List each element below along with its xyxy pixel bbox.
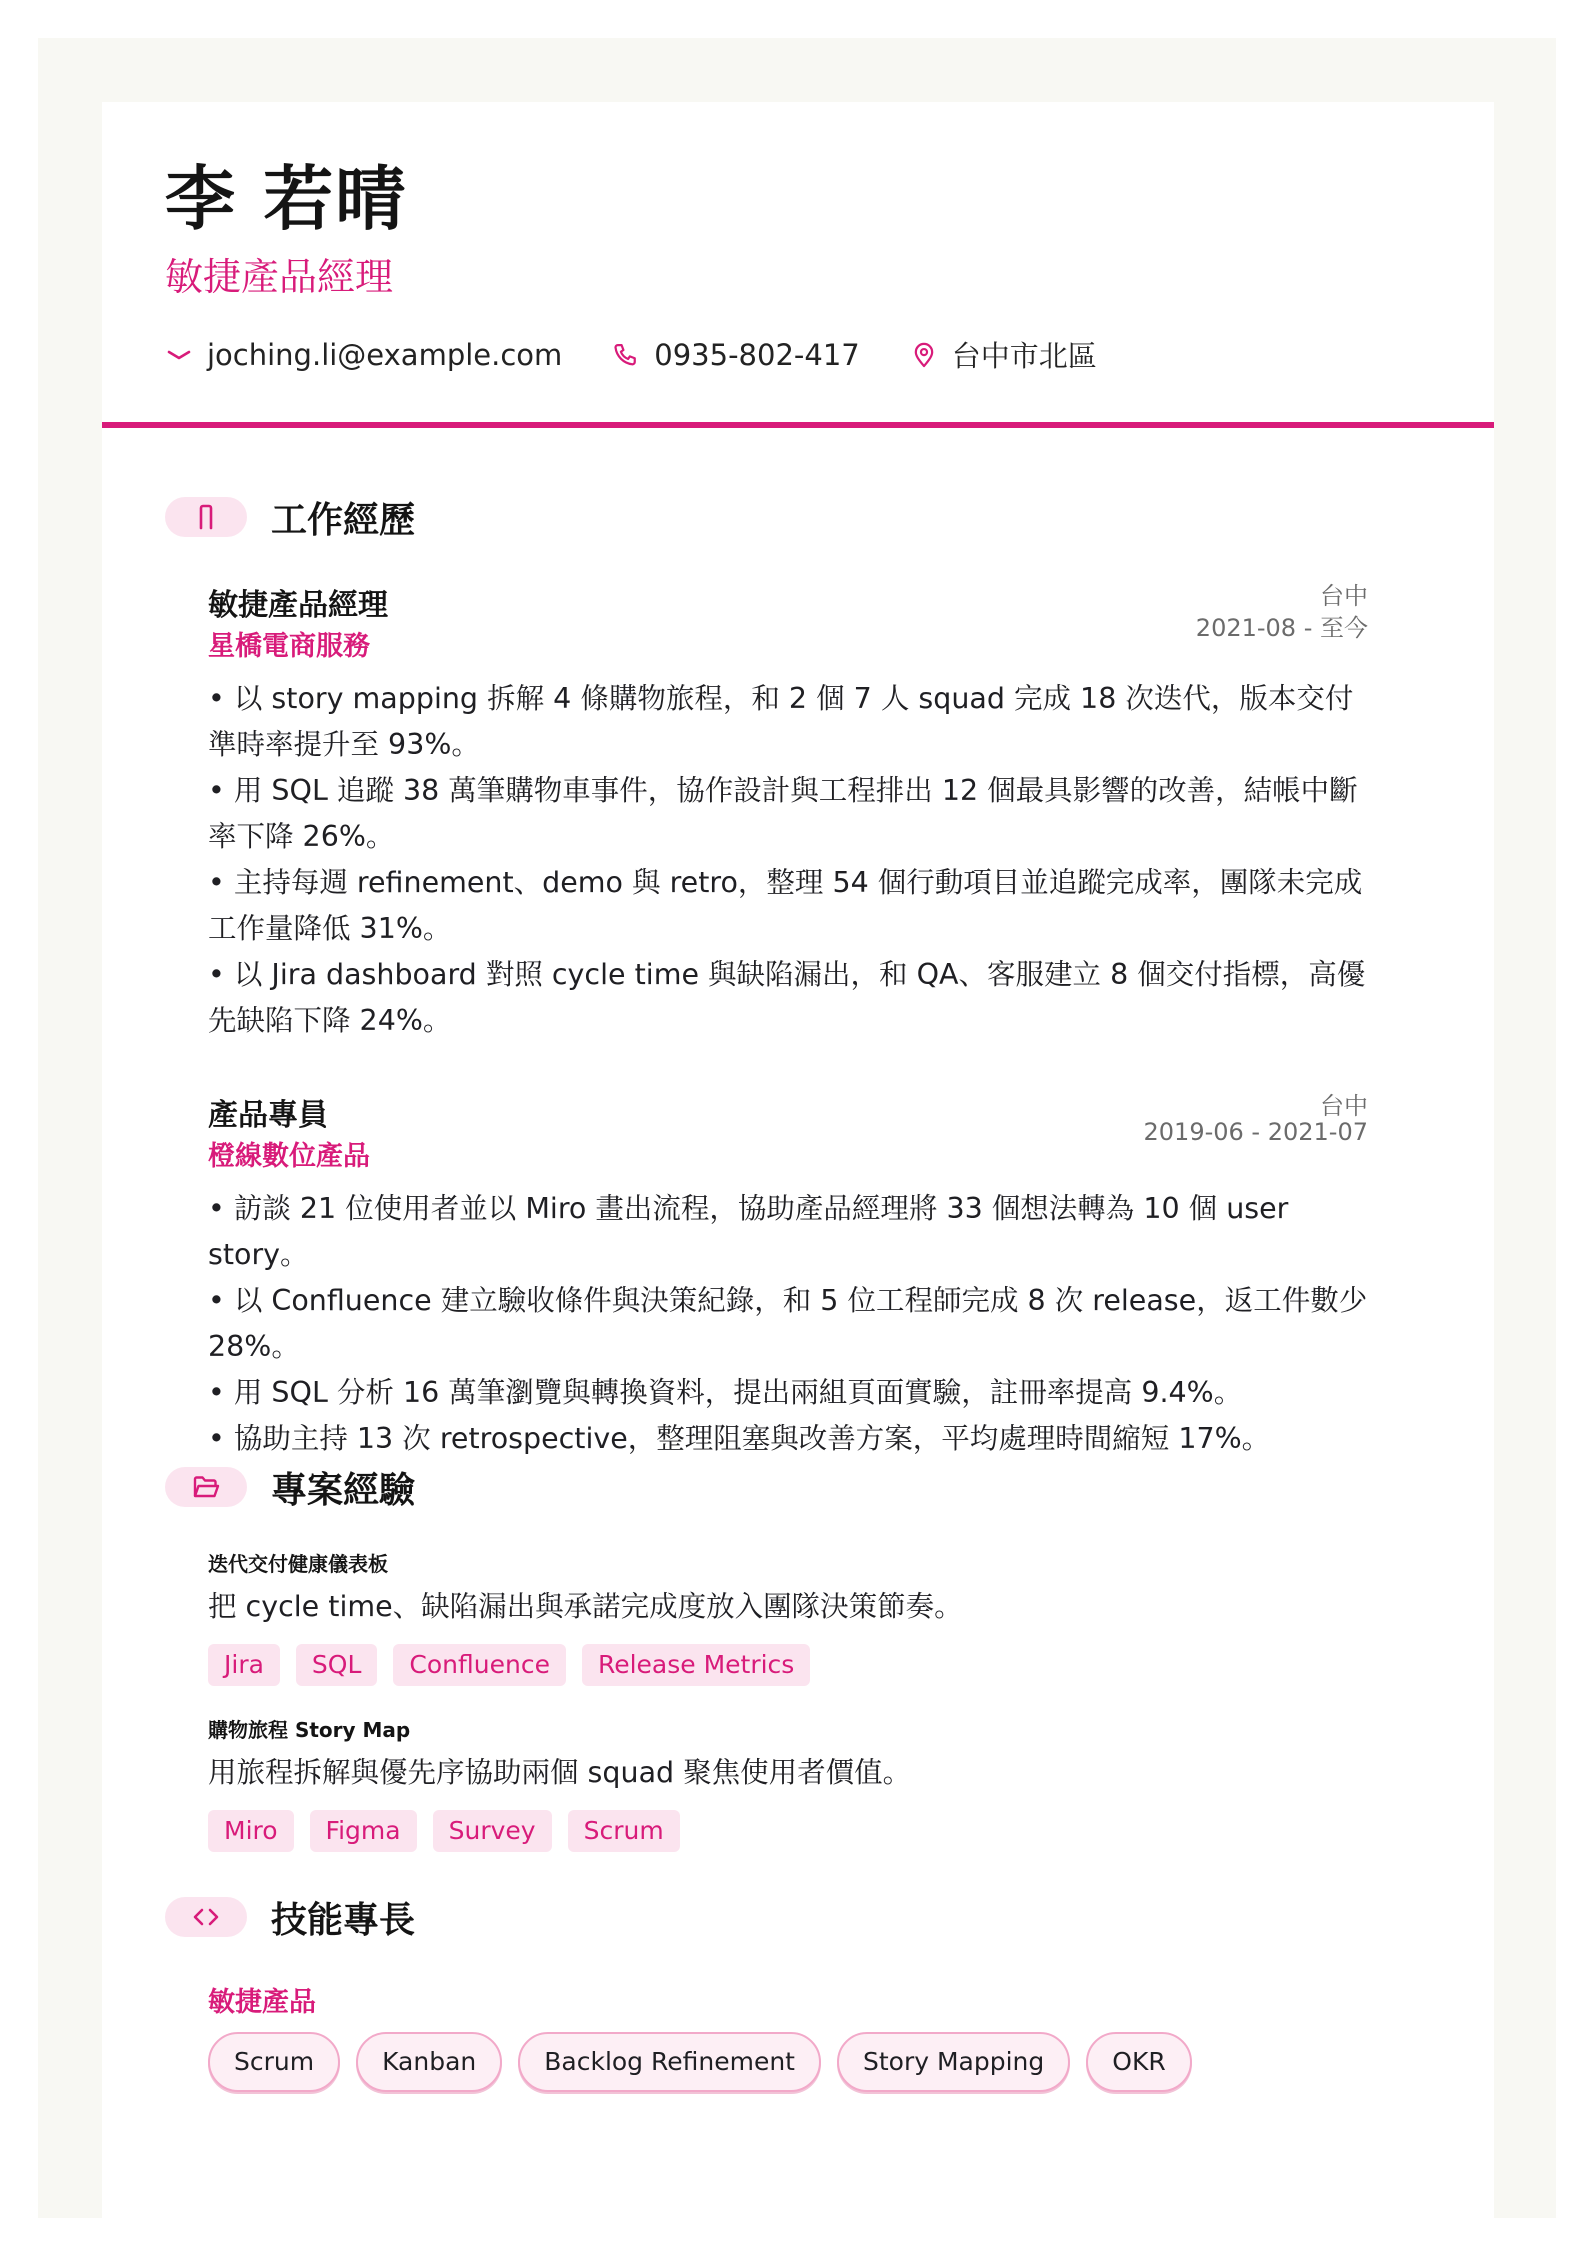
skill-pill: Backlog Refinement [518,2032,821,2092]
job-title: 產品專員 [208,1098,328,1133]
projects-section [165,1462,1431,1512]
project-description: 用旅程拆解與優先序協助兩個 squad 聚焦使用者價值。 [208,1756,912,1789]
job-bullet: • 用 SQL 分析 16 萬筆瀏覽與轉換資料，提出兩組頁面實驗，註冊率提高 9.4%。 [208,1376,1243,1409]
project-tags [208,1810,1368,1852]
email-text: joching.li@example.com [207,337,563,372]
contact-email[interactable] [165,338,562,372]
skill-pill: Scrum [208,2032,340,2092]
tech-tag: Scrum [568,1810,680,1852]
job-bullet: • 以 Jira dashboard 對照 cycle time 與缺陷漏出，和 QA、客服建立 8 個交付指標，高優先缺陷下降 24%。 [208,958,1366,1037]
project-tags [208,1644,1368,1686]
resume-sheet [102,102,1494,2246]
skill-category: 敏捷產品 [208,1987,316,2018]
person-name: 李 若晴 [165,158,408,240]
skill-pills [208,2032,1208,2092]
tech-tag: Survey [433,1810,552,1852]
folder-icon [165,1467,247,1507]
skill-pill: OKR [1086,2032,1191,2092]
projects-heading [165,1462,1431,1512]
project-entry [208,1548,1368,1686]
location-text: 台中市北區 [951,339,1097,373]
project-description: 把 cycle time、缺陷漏出與承諾完成度放入團隊決策節奏。 [208,1590,963,1623]
experience-heading [165,492,1431,542]
phone-text: 0935-802-417 [654,337,860,372]
contact-row [165,334,1147,375]
job-bullet: • 主持每週 refinement、demo 與 retro，整理 54 個行動項目並追蹤完成率，團隊未完成工作量降低 31%。 [208,866,1363,945]
job-dates: 2019-06 - 2021-07 [1143,1118,1368,1146]
job-bullet: • 協助主持 13 次 retrospective，整理阻塞與改善方案，平均處理時間縮短 17%。 [208,1422,1271,1455]
experience-title: 工作經歷 [271,499,416,541]
job-bullet: • 用 SQL 追蹤 38 萬筆購物車事件，協作設計與工程排出 12 個最具影響的改善，結帳中斷率下降 26%。 [208,774,1358,853]
briefcase-icon [165,497,247,537]
job-bullet: • 訪談 21 位使用者並以 Miro 畫出流程，協助產品經理將 33 個想法轉為 10 個 user story。 [208,1192,1289,1271]
tech-tag: Release Metrics [582,1644,810,1686]
contact-location [910,334,1097,375]
project-entry [208,1714,1368,1852]
skills-section [165,1892,1431,1942]
tech-tag: Figma [310,1810,417,1852]
mail-chevron-icon [165,341,193,369]
tech-tag: SQL [296,1644,377,1686]
contact-phone[interactable] [612,338,859,372]
job-company: 橙線數位產品 [208,1141,370,1172]
job-dates: 2021-08 - 至今 [1195,614,1368,642]
projects-title: 專案經驗 [271,1469,416,1511]
job-location: 台中 [1320,582,1368,610]
person-role: 敏捷產品經理 [165,255,394,299]
project-title: 購物旅程 Story Map [208,1718,411,1742]
skills-title: 技能專長 [271,1899,416,1941]
tech-tag: Jira [208,1644,280,1686]
phone-icon [612,341,640,369]
skills-heading [165,1892,1431,1942]
skill-pill: Kanban [356,2032,502,2092]
tech-tag: Miro [208,1810,294,1852]
job-location: 台中 [1320,1092,1368,1120]
experience-section [165,492,1431,542]
tech-tag: Confluence [393,1644,566,1686]
job-title: 敏捷產品經理 [208,588,388,623]
job-bullet: • 以 story mapping 拆解 4 條購物旅程，和 2 個 7 人 squad 完成 18 次迭代，版本交付準時率提升至 93%。 [208,682,1354,761]
job-bullets [208,1186,1368,1462]
code-brackets-icon [165,1897,247,1937]
skill-pill: Story Mapping [837,2032,1070,2092]
job-bullets [208,676,1368,1044]
resume-header [102,102,1494,428]
map-pin-icon [910,341,938,369]
job-company: 星橋電商服務 [208,631,370,662]
job-bullet: • 以 Confluence 建立驗收條件與決策紀錄，和 5 位工程師完成 8 次 release，返工件數少 28%。 [208,1284,1368,1363]
project-title: 迭代交付健康儀表板 [208,1552,388,1576]
